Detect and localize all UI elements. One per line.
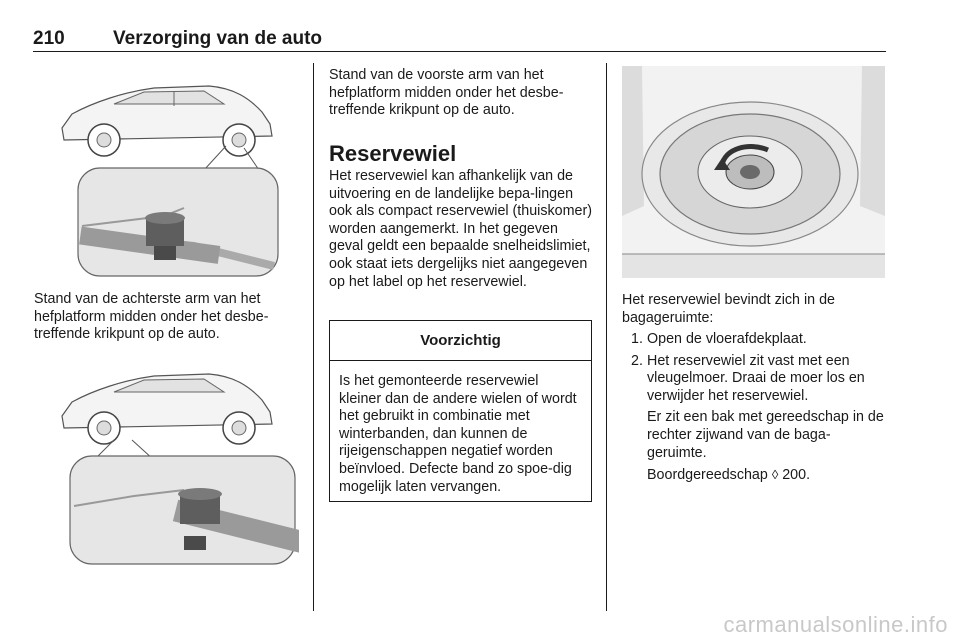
list-item — [622, 331, 890, 349]
spare-wheel-illustration — [622, 66, 885, 278]
car-lift-rear-illustration — [34, 66, 299, 280]
illustration-rear-arm — [34, 66, 299, 280]
car-lift-front-illustration — [34, 356, 299, 568]
list-item — [622, 353, 890, 406]
step-text: Het reservewiel zit vast met een vleugelmoer. Draai de moer los en verwijder het reservewiel. — [647, 352, 865, 404]
toolkit-reference[interactable] — [622, 466, 890, 485]
column-rule-right — [606, 63, 607, 611]
steps-list — [622, 331, 890, 485]
warning-text: Is het gemonteerde reservewiel kleiner dan de andere wielen of wordt het gebruikt in combinatie met winterbanden, dan kunnen de rijeigenschappen negatief worden beïnvloed. Defecte band zo spoe-dig mogelijk laten vervangen. — [339, 373, 577, 495]
step-number: 1. — [631, 331, 643, 347]
caption-rear-arm: Stand van de achterste arm van het hefplatform midden onder het desbe-treffende krikpunt op de auto. — [34, 291, 269, 343]
illustration-spare-wheel — [622, 66, 885, 278]
watermark: carmanualsonline.info — [723, 612, 948, 637]
illustration-front-arm — [34, 356, 299, 568]
toolkit-page: 200. — [782, 467, 811, 484]
step-number: 2. — [631, 352, 643, 369]
toolbox-note: Er zit een bak met gereedschap in de rechter zijwand van de baga-geruimte. — [647, 409, 884, 461]
warning-title: Voorzichtig — [330, 321, 591, 361]
page-header — [33, 28, 886, 52]
page-number: 210 — [33, 28, 65, 49]
section-text-reservewiel: Het reservewiel kan afhankelijk van de uitvoering en de landelijke bepa-lingen ook als compact reservewiel (thuiskomer) worden aangemerkt. In het gegeven geval geldt een bepaalde snelheidslimiet, ook staat iets dergelijks niet aangegeven op het label op het reservewiel. — [329, 168, 592, 290]
section-heading-reservewiel: Reservewiel — [329, 141, 457, 166]
spare-wheel-intro: Het reservewiel bevindt zich in de bagageruimte: — [622, 292, 835, 326]
column-rule-left — [313, 63, 314, 611]
warning-box — [329, 320, 592, 502]
page-ref-icon: ◊ — [771, 467, 779, 483]
caption-front-arm: Stand van de voorste arm van het hefplatform midden onder het desbe-treffende krikpunt op de auto. — [329, 67, 564, 119]
toolkit-label: Boordgereedschap — [647, 467, 768, 484]
chapter-title: Verzorging van de auto — [113, 28, 323, 49]
step-text: Open de vloerafdekplaat. — [647, 331, 807, 347]
